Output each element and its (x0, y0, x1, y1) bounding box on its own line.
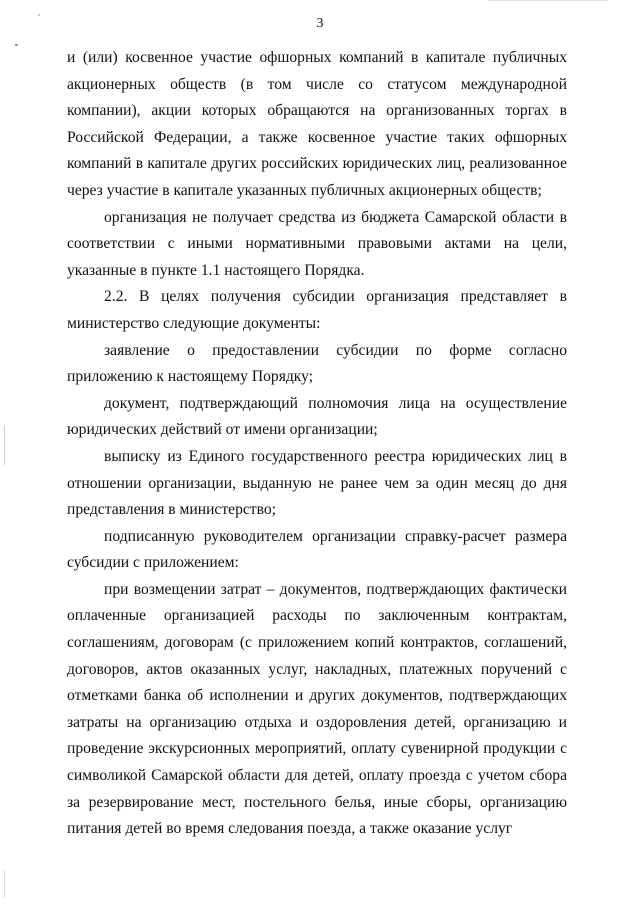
scan-artifact-mark (15, 44, 18, 46)
scan-artifact-mark (4, 870, 5, 898)
scan-artifact-mark (4, 425, 5, 465)
scan-artifact-mark (488, 0, 608, 1)
paragraph: документ, подтверждающий полномочия лица на осуществление юридических действий от имени организации; (67, 394, 567, 439)
paragraph: заявление о предоставлении субсидии по форме согласно приложению к настоящему Порядку; (67, 341, 567, 386)
paragraph: и (или) косвенное участие офшорных компаний в капитале публичных акционерных обществ (в том числе со статусом международной компании), акции которых обращаются на организованных торгах в Российской Федерации, а также косвенное участие таких офшорных компаний в капитале других российских юридических лиц, реализованное через участие в капитале указанных публичных акционерных обществ; (67, 49, 567, 199)
paragraph: выписку из Единого государственного реестра юридических лиц в отношении организации, выданную не ранее чем за один месяц до дня представления в министерство; (67, 447, 567, 519)
paragraph: подписанную руководителем организации справку-расчет размера субсидии с приложением: (67, 527, 567, 572)
paragraph: 2.2. В целях получения субсидии организация представляет в министерство следующие документы: (67, 288, 567, 332)
paragraph: при возмещении затрат – документов, подтверждающих фактически оплаченные организацией расходы по заключенным контрактам, соглашениям, договорам (с приложением копий контрактов, соглашений, договоров, актов оказанных услуг, накладных, платежных поручений с отметками банка об исполнении и других документов, подтверждающих затраты на организацию отдыха и оздоровления детей, организацию и проведение экскурсионных мероприятий, оплату сувенирной продукции с символикой Самарской области для детей, оплату проезда с учетом сбора за резервирование мест, постельного белья, иные сборы, организацию питания детей во время следования поезда, а также оказание услуг (67, 580, 567, 838)
page-number: 3 (316, 16, 324, 31)
paragraph: организация не получает средства из бюджета Самарской области в соответствии с иными нормативными правовыми актами на цели, указанные в пункте 1.1 настоящего Порядка. (67, 208, 567, 279)
document-body (67, 45, 567, 843)
